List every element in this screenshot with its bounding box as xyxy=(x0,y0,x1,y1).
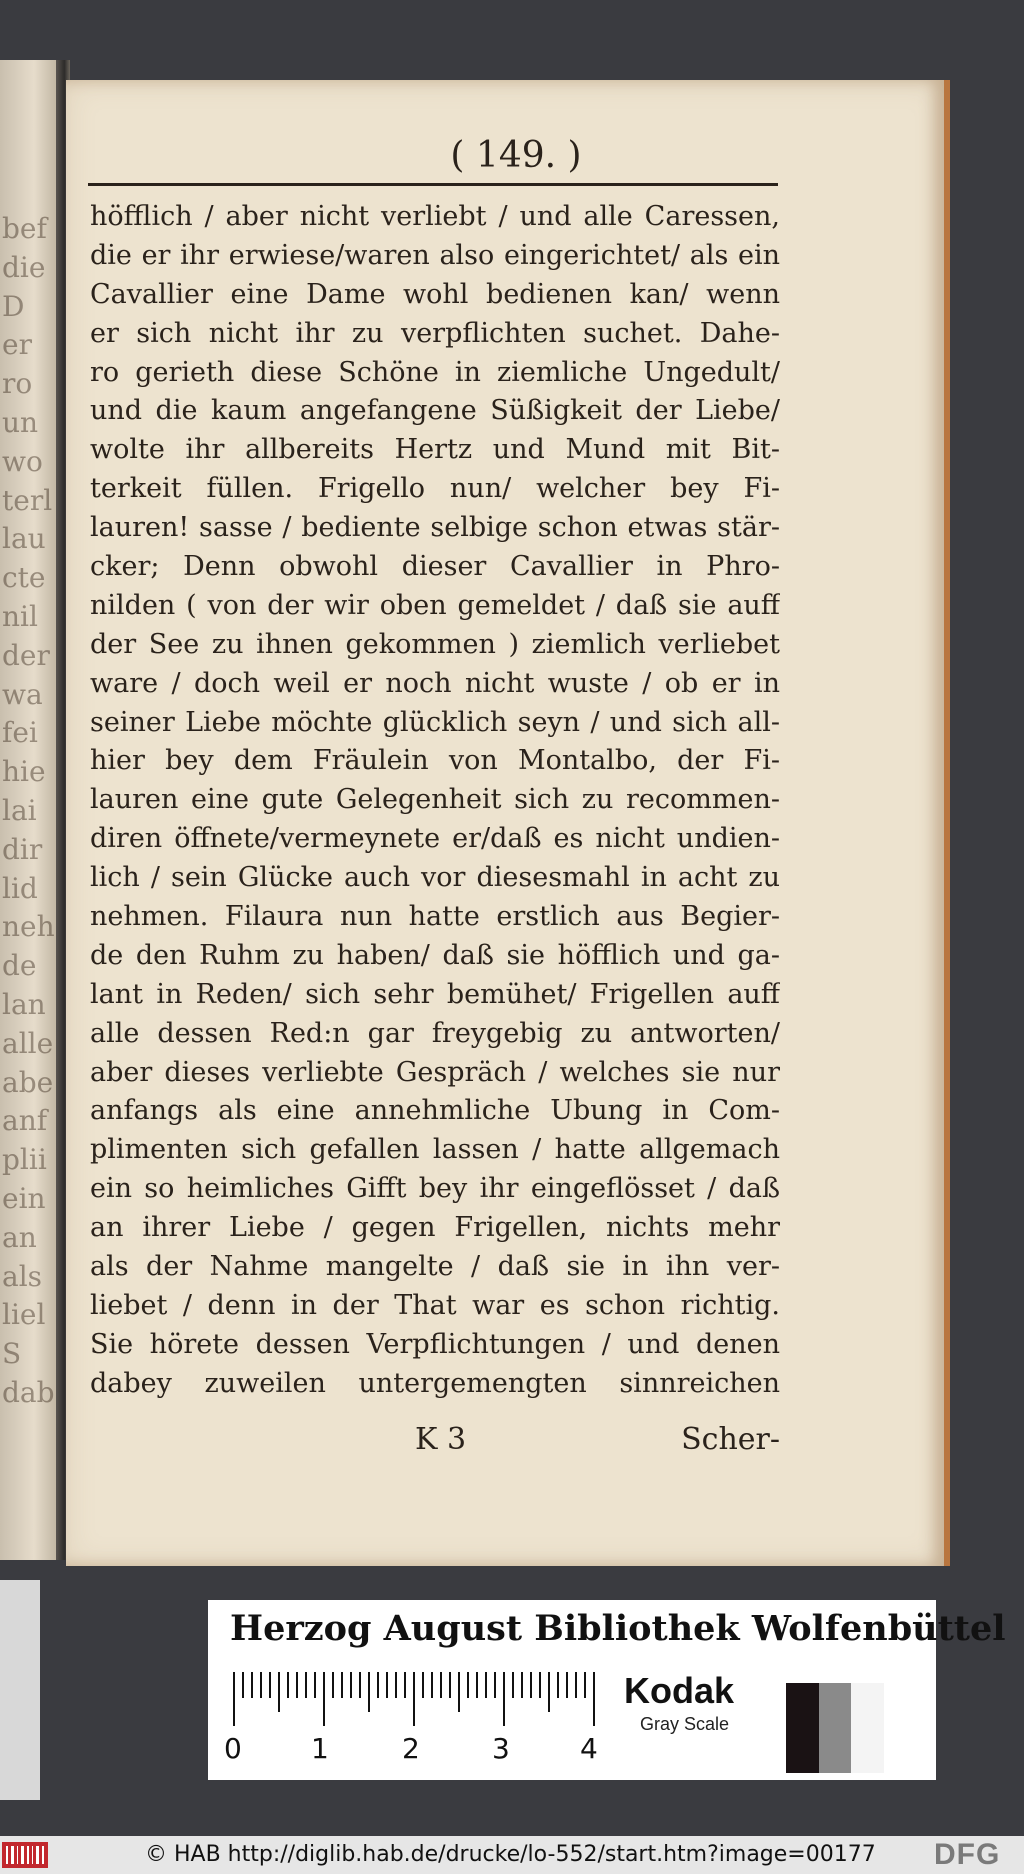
left-edge-card xyxy=(0,1580,40,1800)
scan-reference-card xyxy=(208,1600,1006,1780)
text-line: seiner Liebe möchte glücklich seyn / und sich all- xyxy=(90,706,780,738)
left-page-fragment: der xyxy=(2,638,50,672)
text-line: anfangs als eine annehmliche Ubung in Com- xyxy=(90,1095,780,1127)
text-line: terkeit füllen. Frigello nun/ welcher bey Fi- xyxy=(90,473,780,505)
gray-scale-label: Gray Scale xyxy=(640,1714,730,1734)
left-page-fragment: die xyxy=(2,250,46,284)
page-body-text xyxy=(90,198,780,1404)
text-line: lant in Reden/ sich sehr bemühet/ Frigellen auff xyxy=(90,978,780,1010)
text-line: lauren! sasse / bediente selbige schon etwas stär- xyxy=(90,512,780,544)
left-page-fragment: terl xyxy=(2,483,53,517)
left-page-fragment: wa xyxy=(2,677,43,711)
left-page-edge xyxy=(0,60,62,1560)
left-page-fragment: lan xyxy=(2,987,46,1021)
text-line: liebet / denn in der That war es schon richtig. xyxy=(90,1289,780,1321)
ruler-number: 3 xyxy=(492,1732,510,1765)
text-line: dabey zuweilen untergemengten sinnreichen xyxy=(90,1367,780,1399)
text-line: de den Ruhm zu haben/ daß sie höfflich und ga- xyxy=(90,939,780,971)
swatch-light xyxy=(851,1683,884,1773)
text-line: Sie hörete dessen Verpflichtungen / und denen xyxy=(90,1328,780,1360)
left-page-fragment: plii xyxy=(2,1143,47,1177)
page-footer xyxy=(90,1422,780,1472)
left-page-fragment: hie xyxy=(2,755,46,789)
barcode-icon xyxy=(2,1842,48,1868)
left-page-fragment: lid xyxy=(2,871,38,905)
gray-swatches xyxy=(786,1683,884,1773)
signature-mark: K 3 xyxy=(415,1422,467,1457)
text-line: nehmen. Filaura nun hatte erstlich aus Begier- xyxy=(90,901,780,933)
text-line: als der Nahme mangelte / daß sie in ihn ver- xyxy=(90,1251,780,1283)
text-line: der See zu ihnen gekommen ) ziemlich verliebet xyxy=(90,628,780,660)
text-line: die er ihr erwiese/waren also eingerichtet/ als ein xyxy=(90,239,780,271)
text-line: cker; Denn obwohl dieser Cavallier in Phro- xyxy=(90,551,780,583)
header-rule xyxy=(88,183,778,186)
left-page-fragment: bef xyxy=(2,212,47,245)
text-line: an ihrer Liebe / gegen Frigellen, nichts mehr xyxy=(90,1212,780,1244)
swatch-mid xyxy=(819,1683,852,1773)
text-line: ware / doch weil er noch nicht wuste / ob er in xyxy=(90,667,780,699)
left-page-fragment: er xyxy=(2,328,32,362)
left-page-fragment: S xyxy=(2,1337,22,1371)
left-page-fragment: nil xyxy=(2,599,38,633)
footer-bar xyxy=(0,1836,1024,1874)
text-line: wolte ihr allbereits Hertz und Mund mit Bit- xyxy=(90,434,780,466)
text-line: aber dieses verliebte Gespräch / welches sie nur xyxy=(90,1056,780,1088)
library-title: Herzog August Bibliothek Wolfenbüttel xyxy=(230,1608,1006,1649)
ruler-number: 2 xyxy=(402,1732,420,1765)
left-page-fragment: un xyxy=(2,405,39,439)
left-page-fragment: lau xyxy=(2,522,46,556)
left-page-fragment: dab xyxy=(2,1375,55,1409)
text-line: lauren eine gute Gelegenheit sich zu recommen- xyxy=(90,784,780,816)
left-page-fragment: anf xyxy=(2,1104,48,1138)
left-page-fragment: ein xyxy=(2,1181,46,1215)
ruler-number: 1 xyxy=(311,1732,329,1765)
left-page-fragment: fei xyxy=(2,716,38,750)
ruler-number: 4 xyxy=(580,1732,598,1765)
left-page-fragment: an xyxy=(2,1220,37,1254)
book-page xyxy=(66,80,950,1566)
left-page-fragment: dir xyxy=(2,832,43,866)
left-page-fragment: de xyxy=(2,949,37,983)
text-line: höfflich / aber nicht verliebt / und alle Caressen, xyxy=(90,201,780,232)
text-line: nilden ( von der wir oben gemeldet / daß sie auff xyxy=(90,589,780,621)
left-page-fragment: cte xyxy=(2,561,46,595)
swatch-dark xyxy=(786,1683,819,1773)
ruler-numbers xyxy=(224,1732,610,1772)
left-page-fragment: als xyxy=(2,1259,43,1293)
text-line: ein so heimliches Gifft bey ihr eingeflösset / daß xyxy=(90,1173,780,1205)
left-page-fragment: wo xyxy=(2,444,43,478)
left-page-fragment: ro xyxy=(2,367,33,401)
text-line: ro gerieth diese Schöne in ziemliche Ungedult/ xyxy=(90,356,780,388)
text-line: alle dessen Red:n gar freygebig zu antworten/ xyxy=(90,1017,780,1049)
left-page-fragment: alle xyxy=(2,1026,54,1060)
left-page-text xyxy=(2,210,58,1413)
left-page-fragment: D xyxy=(2,289,25,323)
ruler-number: 0 xyxy=(224,1732,242,1765)
left-page-fragment: abe xyxy=(2,1065,54,1099)
left-page-fragment: neh xyxy=(2,910,55,944)
dfg-logo: DFG xyxy=(934,1838,1001,1871)
copyright-link[interactable]: © HAB http://diglib.hab.de/drucke/lo-552/start.htm?image=00177 xyxy=(145,1842,876,1867)
page-number: ( 149. ) xyxy=(450,135,582,176)
text-line: lich / sein Glücke auch vor diesesmahl in acht zu xyxy=(90,862,780,894)
text-line: er sich nicht ihr zu verpflichten suchet. Dahe- xyxy=(90,317,780,349)
catchword: Scher- xyxy=(681,1422,780,1457)
kodak-logo: Kodak xyxy=(624,1670,735,1711)
left-page-fragment: lai xyxy=(2,793,37,827)
left-page-fragment: liel xyxy=(2,1298,46,1332)
text-line: hier bey dem Fräulein von Montalbo, der Fi- xyxy=(90,745,780,777)
text-line: Cavallier eine Dame wohl bedienen kan/ wenn xyxy=(90,278,780,310)
text-line: plimenten sich gefallen lassen / hatte allgemach xyxy=(90,1134,780,1166)
text-line: diren öffnete/vermeynete er/daß es nicht undien- xyxy=(90,823,780,855)
text-line: und die kaum angefangene Süßigkeit der Liebe/ xyxy=(90,395,780,427)
